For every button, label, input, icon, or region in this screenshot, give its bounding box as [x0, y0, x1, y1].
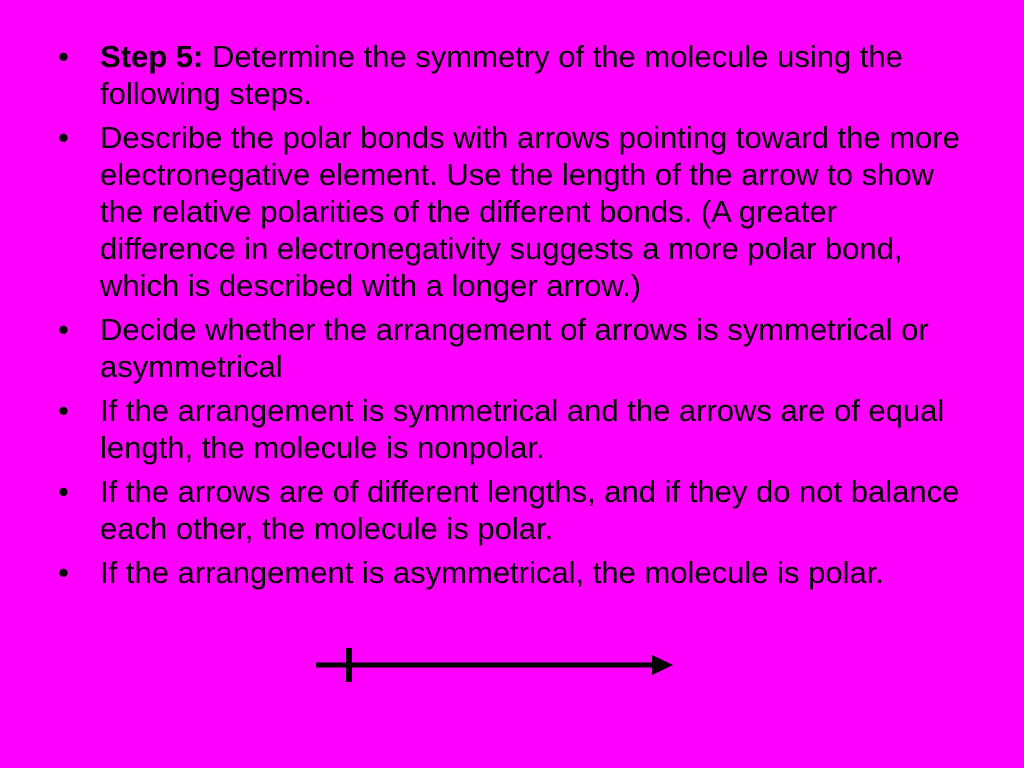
bullet-text: If the arrows are of different lengths, and if they do not balance each other, the molecule is polar. — [100, 474, 960, 546]
bullet-dot: • — [58, 120, 69, 155]
bullet-dot: • — [58, 312, 69, 347]
bullet-item-symmetrical-nonpolar — [50, 392, 980, 466]
bullet-dot: • — [58, 393, 69, 428]
bullet-dot: • — [58, 474, 69, 509]
bullet-item-decide-arrangement — [50, 311, 980, 385]
dipole-arrow-icon — [312, 644, 682, 688]
bullet-item-step-5 — [50, 38, 980, 112]
bullet-list — [50, 38, 980, 598]
dipole-arrow-head — [652, 655, 673, 675]
bullet-dot: • — [58, 555, 69, 590]
bullet-text: Decide whether the arrangement of arrows is symmetrical or asymmetrical — [100, 312, 929, 384]
bullet-item-asymmetrical-polar — [50, 554, 980, 591]
bullet-text: Describe the polar bonds with arrows pointing toward the more electronegative element. Use the length of the arrow to show the relative polarities of the different bonds. (A greater difference in electronegativity suggests a more polar bond, which is described with a longer arrow.) — [100, 120, 960, 303]
bullet-lead: Step 5: — [100, 39, 204, 74]
bullet-dot: • — [58, 39, 69, 74]
bullet-item-describe-polar-bonds — [50, 119, 980, 304]
bullet-text: If the arrangement is symmetrical and the arrows are of equal length, the molecule is nonpolar. — [100, 393, 945, 465]
bullet-text: If the arrangement is asymmetrical, the molecule is polar. — [100, 555, 884, 590]
bullet-text: Determine the symmetry of the molecule using the following steps. — [100, 39, 903, 111]
bullet-item-different-lengths-polar — [50, 473, 980, 547]
